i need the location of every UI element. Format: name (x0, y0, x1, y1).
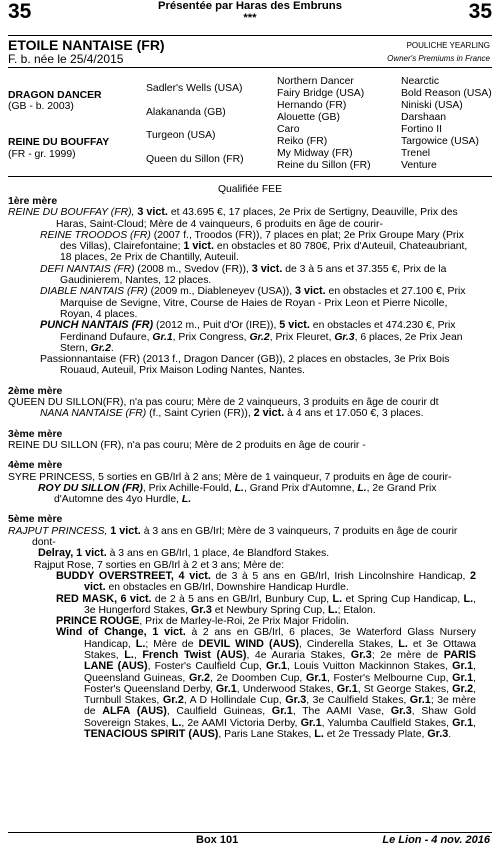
produce-item: PRINCE ROUGE, Prix de Marley-le-Roi, 2e Prix Major Fridolin. (56, 615, 349, 628)
pedigree-gen3: My Midway (FR) (277, 148, 353, 159)
pedigree-bottom-rule (8, 176, 492, 177)
lot-number-left: 35 (8, 0, 32, 23)
presenter: Présentée par Haras des Embruns (158, 0, 342, 12)
dam-1-title: 1ère mère (8, 196, 58, 207)
dam-3-record: REINE DU SILLON (FR), n'a pas couru; Mère de 2 produits en âge de courir - (8, 439, 366, 451)
pedigree-gen3: Hernando (FR) (277, 100, 347, 111)
dam-4-record: SYRE PRINCESS, 5 sorties en GB/Irl à 2 ans; Mère de 1 vainqueur, 7 produits en âge de courir- (8, 471, 452, 483)
dam-3-title: 3ème mère (8, 428, 63, 440)
produce-item: REINE TROODOS (FR) (2007 f., Troodos (FR)), 7 places en plat; 2e Prix Groupe Mary (Prix des Villas), Clairefontaine; 1 vict. en obstacles et 80 780€, Prix d'Auteuil, Chateaubriant, 18 places, 2e Prix de Chantilly, Auteuil. (40, 229, 468, 264)
box-number: Box 101 (196, 834, 239, 846)
pedigree-gen4: Darshaan (401, 112, 447, 123)
produce-item: DIABLE NANTAIS (FR) (2009 m., Diableneyev (USA)), 3 vict. en obstacles et 27.100 €, Prix Marquise de Sevigne, Vitre, Course de Haies de Royan - Prix Leon et Pierre Nicolle, Royan, 4 places. (40, 285, 466, 320)
pedigree-gen4: Trenel (401, 148, 431, 159)
pedigree-gen4: Niniski (USA) (401, 100, 463, 111)
pedigree-gen2: Queen du Sillon (FR) (146, 154, 244, 165)
lot-number-right: 35 (468, 0, 492, 23)
pedigree-gen3: Northern Dancer (277, 76, 354, 87)
pedigree-gen4: Venture (401, 160, 437, 171)
pedigree-gen3: Caro (277, 124, 300, 135)
dam-4-title: 4ème mère (8, 460, 63, 472)
pedigree-gen2: Alakananda (GB) (146, 107, 226, 118)
produce-item: ROY DU SILLON (FR), Prix Achille-Fould, L., Grand Prix d'Automne, L., 2e Grand Prix d'Automne des 4yo Hurdle, L. (38, 482, 437, 506)
produce-item: Rajput Rose, 7 sorties en GB/Irl à 2 et 3 ans; Mère de: (34, 559, 285, 571)
sire-name: DRAGON DANCER (8, 90, 102, 101)
dam-2-record: QUEEN DU SILLON(FR), n'a pas couru; Mère de 2 vainqueurs, 3 produits en âge de courir dt (8, 397, 439, 409)
dam-1-record: REINE DU BOUFFAY (FR), 3 vict. et 43.695 €, 17 places, 2e Prix de Sertigny, Deauville, Prix des Haras, Saint-Cloud; Mère de 4 vainqueurs, 6 produits en âge de courir- (8, 206, 458, 230)
produce-item: Delray, 1 vict. à 3 ans en GB/Irl, 1 place, 4e Blandford Stakes. (38, 547, 330, 560)
produce-record (8, 196, 476, 740)
pedigree-gen4: Fortino II (401, 124, 442, 135)
pedigree-gen2: Turgeon (USA) (146, 130, 216, 141)
pedigree-gen4: Nearctic (401, 76, 440, 87)
presenter-stars: *** (243, 12, 257, 24)
pedigree-gen2: Sadler's Wells (USA) (146, 83, 243, 94)
produce-item: RED MASK, 6 vict. de 2 à 5 ans en GB/Irl, Bunbury Cup, L. et Spring Cup Handicap, L., 3e Hungerford Stakes, Gr.3 et Newbury Spring Cup, L.; Etalon. (56, 592, 477, 616)
horse-category: POULICHE YEARLING (406, 41, 490, 50)
dam-2-title: 2ème mère (8, 385, 63, 397)
produce-item: BUDDY OVERSTREET, 4 vict. de 3 à 5 ans en GB/Irl, Irish Lincolnshire Handicap, 2 vict. en obstacles en GB/Irl, Downshire Handicap Hurdle. (56, 569, 477, 594)
sale-info: Le Lion - 4 nov. 2016 (382, 834, 490, 846)
top-rule (8, 35, 492, 36)
dam-info: (FR - gr. 1999) (8, 149, 76, 160)
dam-5-record: RAJPUT PRINCESS, 1 vict. à 3 ans en GB/Irl; Mère de 3 vainqueurs, 7 produits en âge de courir dont- (8, 524, 458, 549)
pedigree-gen3: Fairy Bridge (USA) (277, 88, 365, 99)
dam-name: REINE DU BOUFFAY (8, 137, 110, 148)
pedigree-gen4: Bold Reason (USA) (401, 88, 492, 99)
produce-item: DEFI NANTAIS (FR) (2008 m., Svedov (FR)), 3 vict. de 3 à 5 ans et 37.355 €, Prix de la Gaudinierem, Nantes, 12 places. (40, 262, 447, 287)
dam-5-title: 5ème mère (8, 514, 63, 526)
pedigree-top-rule (8, 67, 492, 68)
produce-item: Passionnantaise (FR) (2013 f., Dragon Dancer (GB)), 2 places en obstacles, 3e Prix Bois Rouaud, Auteuil, Prix Maison Loding Nantes, Nantes. (40, 354, 450, 377)
pedigree-gen3: Alouette (GB) (277, 112, 340, 123)
sire-info: (GB - b. 2003) (8, 101, 74, 112)
produce-item: NANA NANTAISE (FR) (f., Saint Cyrien (FR)), 2 vict. à 4 ans et 17.050 €, 3 places. (40, 407, 424, 420)
produce-item: Wind of Change, 1 vict. à 2 ans en GB/Irl, 6 places, 3e Waterford Glass Nursery Handicap, L.; Mère de DEVIL WIND (AUS), Cinderella Stakes, L. et 3e Ottawa Stakes, L., French Twist (AUS), 4e Auraria Stakes, Gr.3; 2e mère de PARIS LANE (AUS), Foster's Caulfield Cup, Gr.1, Louis Vuitton Mackinnon Stakes, Gr.1, Queensland Guineas, Gr.2, 2e Doomben Cup, Gr.1, Foster's Melbourne Cup, Gr.1, Foster's Queensland Derby, Gr.1, Underwood Stakes, Gr.1, St George Stakes, Gr.2, Turnbull Stakes, Gr.2, A D Hollindale Cup, Gr.3, 3e Caulfield Stakes, Gr.1; 3e mère de ALFA (AUS), Caulfield Guineas, Gr.1, The AAMI Vase, Gr.3, Shaw Gold Sovereign Stakes, L., 2e AAMI Victoria Derby, Gr.1, Yalumba Caulfield Stakes, Gr.1, TENACIOUS SPIRIT (AUS), Paris Lane Stakes, L. et 2e Tressady Plate, Gr.3. (56, 626, 477, 741)
pedigree-gen3: Reine du Sillon (FR) (277, 160, 371, 171)
pedigree-gen4: Targowice (USA) (401, 136, 479, 147)
pedigree-gen3: Reiko (FR) (277, 136, 328, 147)
qualified-fee: Qualifiée FEE (217, 184, 283, 195)
produce-item: PUNCH NANTAIS (FR) (2012 m., Puit d'Or (IRE)), 5 vict. en obstacles et 474.230 €, Prix Ferdinand Dufaure, Gr.1, Prix Congress, Gr.2, Prix Fleuret, Gr.3, 6 places, 2e Prix Jean Stern, Gr.2. (40, 319, 463, 354)
footer-rule (8, 832, 492, 833)
horse-details: F. b. née le 25/4/2015 (8, 52, 124, 66)
horse-name: ETOILE NANTAISE (FR) (8, 37, 165, 53)
owners-premiums: Owner's Premiums in France (387, 54, 490, 63)
